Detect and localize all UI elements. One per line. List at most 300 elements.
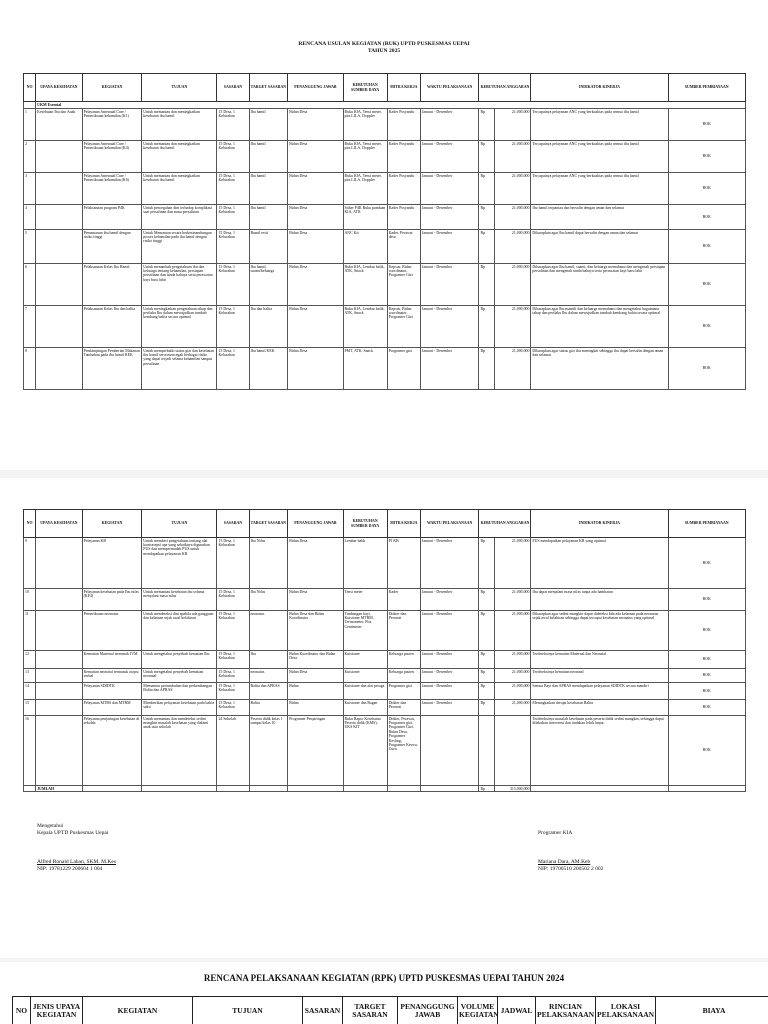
ruk-table-header — [24, 74, 746, 102]
cell-tujuan: Untuk memberi pengetahuan tentang alat kontrasepsi apa yang sebaiknya digunakan PUS dan mempermudah PUS untuk mendapatkan pelayanan KB — [142, 538, 217, 589]
cell-waktu: Januari - Desember — [420, 173, 479, 205]
cell-no: 10 — [24, 589, 36, 611]
rpk-header-cell: SASARAN — [303, 997, 343, 1024]
cell-rp: Rp — [479, 264, 494, 306]
cell-target: Ibu hamil — [249, 141, 288, 173]
cell-no: 13 — [24, 669, 36, 683]
rpk-page — [0, 962, 768, 1024]
table-row — [24, 651, 746, 669]
rpk-header-cell: BIAYA — [656, 997, 768, 1024]
cell-waktu: Januari - Desember — [420, 589, 479, 611]
cell-target: Ibu hamil — [249, 109, 288, 141]
cell-kegiatan: Pelayanan KB — [82, 538, 142, 589]
cell-sd: Lembar balik — [343, 538, 387, 589]
cell-target: Ibu — [249, 651, 288, 669]
cell-upaya — [36, 230, 82, 264]
cell-anggaran: 21,000,000 — [494, 173, 530, 205]
cell-anggaran: 21,000,000 — [494, 205, 530, 230]
cell-pj: Bidan Koordinator dan Bidan Desa — [288, 651, 343, 669]
cell-tujuan: Untuk mengetahui penyebab kematian neonatal — [142, 669, 217, 683]
cell-target: neonatus — [249, 611, 288, 651]
cell-pj: Bidan — [288, 683, 343, 700]
cell-pj: Bidan Desa — [288, 669, 343, 683]
rpk-header-cell: LOKASI PELAKSANAAN — [596, 997, 656, 1024]
cell-tujuan: Untuk memantau dan meningkatkan kesehatan ibu hamil — [142, 109, 217, 141]
table-row — [24, 109, 746, 141]
cell-target: Balita dan APRAS — [249, 683, 288, 700]
cell-sumber: BOK — [668, 205, 745, 230]
cell-anggaran: 21,000,000 — [494, 230, 530, 264]
cell-tujuan: Untuk mendeteksi dini apabila ada gangguan dan kelainan sejak awal kelahiran — [142, 611, 217, 651]
cell-tujuan: Untuk memperbaiki status gizi dan kesehatan ibu hamil serta mencegah berbagai risiko yang dapat terjadi selama kehamilan sampai persalinan — [142, 348, 217, 390]
cell-sumber: BOK — [668, 651, 745, 669]
cell-target: Ibu dan balita — [249, 306, 288, 348]
cell-waktu: Januari - Desember — [420, 141, 479, 173]
header-indikator: INDIKATOR KINERJA — [531, 74, 668, 102]
header-sasaran: SASARAN — [217, 510, 249, 538]
cell-waktu: Januari - Desember — [420, 230, 479, 264]
cell-waktu: Januari - Desember — [420, 205, 479, 230]
cell-sd: ANC Kit — [343, 230, 387, 264]
cell-sumber: BOK — [668, 230, 745, 264]
header-target: TARGET SASARAN — [249, 510, 288, 538]
cell-mitra: Kader Posyandu — [387, 109, 420, 141]
mengetahui-label: Mengetahui — [37, 823, 64, 829]
cell-pj: Bidan Desa — [288, 205, 343, 230]
header-target: TARGET SASARAN — [249, 74, 288, 102]
cell-indikator: Tercapainya pelayanan ANC yang berkualitas pada semua ibu hamil — [531, 109, 668, 141]
cell-sasaran: 24 Sekolah — [217, 716, 249, 786]
header-sumber-daya: KEBUTUHAN SUMBER DAYA — [343, 74, 387, 102]
cell-sumber: BOK — [668, 589, 745, 611]
cell-upaya — [36, 173, 82, 205]
table-row — [24, 141, 746, 173]
cell-tujuan: Memantau pertumbuhan dan perkembangan Balita dan APRAS — [142, 683, 217, 700]
header-pj: PENANGGUNG JAWAB — [288, 74, 343, 102]
cell-mitra: Keluarga pasien — [387, 669, 420, 683]
cell-mitra: Kader, Perawat desa — [387, 230, 420, 264]
cell-sumber: BOK — [668, 611, 745, 651]
cell-sasaran: 15 Desa, 1 Kelurahan — [217, 538, 249, 589]
cell-kegiatan: Pelayanan MTBS dan MTBM — [82, 700, 142, 716]
cell-tujuan: Untuk meningkatkan pengetahuan sikap dan perilaku Ibu dalam mewujudkan tumbuh kembang balita secara optimal — [142, 306, 217, 348]
cell-mitra: Kader Posyandu — [387, 205, 420, 230]
header-no: NO — [24, 74, 36, 102]
cell-kegiatan: Pelayanan Antenatal Care / Pemeriksaan kehamilan (K6) — [82, 173, 142, 205]
cell-sd: Kuisioner — [343, 651, 387, 669]
cell-pj: Bidan — [288, 700, 343, 716]
cell-sasaran: 15 Desa, 1 Kelurahan — [217, 651, 249, 669]
cell-waktu: Januari - Desember — [420, 109, 479, 141]
cell-anggaran: 21,000,000 — [494, 306, 530, 348]
cell-sd: Buku Rapor Kesehatan Peserta didik (KMS), UKS KIT — [343, 716, 387, 786]
table-row — [24, 173, 746, 205]
ruk-table-2 — [23, 509, 746, 792]
cell-upaya — [36, 348, 82, 390]
cell-anggaran: 21,000,000 — [494, 589, 530, 611]
cell-sasaran: 15 Desa, 1 Kelurahan — [217, 306, 249, 348]
cell-rp: Rp — [479, 205, 494, 230]
header-mitra: MITRA KERJA — [387, 74, 420, 102]
rpk-title: RENCANA PELAKSANAAN KEGIATAN (RPK) UPTD PUSKESMAS UEPAI TAHUN 2024 — [203, 973, 565, 983]
cell-upaya: Kesehatan Ibu dan Anak — [36, 109, 82, 141]
cell-anggaran: 21,000,000 — [494, 611, 530, 651]
header-sasaran: SASARAN — [217, 74, 249, 102]
cell-upaya — [36, 141, 82, 173]
cell-anggaran: 21,000,000 — [494, 538, 530, 589]
cell-waktu: Januari - Desember — [420, 538, 479, 589]
cell-sumber: BOK — [668, 683, 745, 700]
cell-kegiatan: Kematian neonatal termasuk otopsi verbal — [82, 669, 142, 683]
cell-upaya — [36, 205, 82, 230]
signature-left — [37, 823, 116, 873]
cell-waktu: Januari - Desember — [420, 683, 479, 700]
cell-target: Ibu hamil KEK — [249, 348, 288, 390]
cell-kegiatan: Pelaksanaan Kelas Ibu dan balita — [82, 306, 142, 348]
cell-sasaran: 15 Desa, 1 Kelurahan — [217, 700, 249, 716]
cell-rp: Rp — [479, 611, 494, 651]
cell-mitra: Kepsus, Bidan coordinator, Programer Gizi — [387, 264, 420, 306]
cell-rp: Rp — [479, 306, 494, 348]
cell-waktu: Januari - Desember — [420, 264, 479, 306]
cell-tujuan: Untuk memantau dan meningkatkan kesehatan ibu hamil — [142, 141, 217, 173]
cell-pj: Programer Penjaringan — [288, 716, 343, 786]
ruk-title: RENCANA USULAN KEGIATAN (RUK) UPTD PUSKESMAS UEPAI — [298, 41, 470, 47]
cell-no: 11 — [24, 611, 36, 651]
cell-tujuan: Untuk pencegahan dini terhadap komplikasi saat persalinan dan masa persalinan — [142, 205, 217, 230]
header-no: NO — [24, 510, 36, 538]
cell-pj: Bidan Desa — [288, 589, 343, 611]
cell-no: 9 — [24, 538, 36, 589]
cell-sumber: BOK — [668, 173, 745, 205]
cell-tujuan: Untuk memantau kesehatan ibu selama menjalani masa nifas — [142, 589, 217, 611]
header-sumber: SUMBER PEMBIAYAAN — [668, 74, 745, 102]
signature-right — [538, 830, 603, 873]
cell-mitra: Kader Posyandu — [387, 141, 420, 173]
cell-no: 15 — [24, 700, 36, 716]
cell-indikator: Diharapkan agar sedini mungkin dapat dideteksi bila ada kelainan pada neonatus sejak awal kelahiran sehingga dapat tercapai kesehatan neonatus yang optimal — [531, 611, 668, 651]
cell-kegiatan: Pelayanan SDIDTK — [82, 683, 142, 700]
table-row — [24, 611, 746, 651]
header-tujuan: TUJUAN — [142, 510, 217, 538]
cell-indikator: Diharapkan agar status gizi ibu meningkat sehingga ibu dapat bersalin dengan aman dan selamat — [531, 348, 668, 390]
cell-mitra: Programer gizi — [387, 348, 420, 390]
cell-sasaran: 15 Desa, 1 Kelurahan — [217, 683, 249, 700]
cell-sumber: BOK — [668, 700, 745, 716]
rpk-table — [12, 996, 768, 1024]
cell-rp: Rp — [479, 700, 494, 716]
cell-sumber: BOK — [668, 348, 745, 390]
rpk-header-cell: VOLUME KEGIATAN — [458, 997, 498, 1024]
total-row — [24, 786, 746, 792]
cell-anggaran: 21,000,000 — [494, 683, 530, 700]
programer-nip: NIP: 19700510 200502 2 002 — [538, 866, 604, 872]
table-row — [24, 348, 746, 390]
cell-sumber: BOK — [668, 264, 745, 306]
cell-sasaran: 15 Desa, 1 Kelurahan — [217, 230, 249, 264]
cell-indikator: Terdeteksinya kematian neonatal — [531, 669, 668, 683]
rpk-header-cell: RINCIAN PELAKSANAAN — [536, 997, 596, 1024]
cell-sd: Kuisioner — [343, 669, 387, 683]
cell-rp: Rp — [479, 683, 494, 700]
kepala-name: Alfred Ronald Laban, SKM. M.Kes — [37, 859, 116, 865]
cell-upaya — [36, 651, 82, 669]
cell-target: Ibu hamil — [249, 205, 288, 230]
cell-sasaran: 15 Desa, 1 Kelurahan — [217, 264, 249, 306]
total-currency: Rp — [479, 786, 494, 792]
cell-pj: Bidan Desa — [288, 230, 343, 264]
cell-kegiatan: Pelaksanaan program P4K — [82, 205, 142, 230]
cell-indikator: Diharapkan agar Ibu hamil dapat bersalin dengan aman dan selamat — [531, 230, 668, 264]
programer-title: Programer KIA — [538, 830, 573, 836]
cell-sumber: BOK — [668, 109, 745, 141]
cell-sasaran: 15 Desa, 1 Kelurahan — [217, 173, 249, 205]
header-anggaran: KEBUTUHAN ANGGARAN — [479, 74, 531, 102]
cell-tujuan: Untuk memantau dan meningkatkan kesehatan ibu hamil — [142, 173, 217, 205]
cell-indikator: PUS mendapatkan pelayanan KB yang optimal — [531, 538, 668, 589]
cell-no: 2 — [24, 141, 36, 173]
cell-tujuan: Memberikan pelayanan kesehatan pada balita sakit — [142, 700, 217, 716]
cell-indikator: Diharapkan agar Ibu mamili dan keluarga memahami dan mengetahui bagaimana tahap dan perilaku Ibu dalam mewujudkan tumbuh kembang balita secara optimal — [531, 306, 668, 348]
cell-rp: Rp — [479, 589, 494, 611]
cell-no: 6 — [24, 264, 36, 306]
cell-anggaran: 21,000,000 — [494, 264, 530, 306]
cell-anggaran: 21,000,000 — [494, 651, 530, 669]
cell-upaya — [36, 669, 82, 683]
header-sumber: SUMBER PEMBIAYAAN — [668, 510, 745, 538]
cell-upaya — [36, 306, 82, 348]
cell-upaya — [36, 538, 82, 589]
cell-pj: Bidan Desa — [288, 348, 343, 390]
cell-anggaran: 21,000,000 — [494, 700, 530, 716]
cell-sd: Kuisioner dan Bagan — [343, 700, 387, 716]
header-kegiatan: KEGIATAN — [82, 74, 142, 102]
table-row — [24, 683, 746, 700]
cell-kegiatan: Kematian Maternal termasuk IVM — [82, 651, 142, 669]
cell-mitra: Dokter dan Perawat — [387, 611, 420, 651]
jumlah-label: JUMLAH — [36, 786, 82, 792]
cell-kegiatan: Pelaksanaan Kelas Ibu Hamil — [82, 264, 142, 306]
cell-target: Ibu Nifas — [249, 538, 288, 589]
cell-kegiatan: Pemantauan ibu hamil dengan risiko tinggi — [82, 230, 142, 264]
cell-sd: Buku KIA, Tensi meter, pita LILA, Doppler — [343, 109, 387, 141]
cell-no: 8 — [24, 348, 36, 390]
cell-pj: Bidan Desa — [288, 141, 343, 173]
cell-rp: Rp — [479, 348, 494, 390]
cell-mitra: PJ KB — [387, 538, 420, 589]
cell-sd: Buku KIA, Tensi meter, pita LILA, Doppler — [343, 173, 387, 205]
cell-rp: Rp — [479, 141, 494, 173]
cell-sasaran: 15 Desa, 1 Kelurahan — [217, 669, 249, 683]
cell-no: 5 — [24, 230, 36, 264]
rpk-header-cell: JENIS UPAYA KEGIATAN — [31, 997, 83, 1024]
cell-upaya — [36, 700, 82, 716]
cell-sd: Buku KIA, Lembar balik, ATK, Snack — [343, 264, 387, 306]
cell-waktu: Januari - Desember — [420, 700, 479, 716]
table-row — [24, 264, 746, 306]
cell-sasaran: 15 Desa, 1 Kelurahan — [217, 589, 249, 611]
cell-sd: Kuisioner dan alat peraga — [343, 683, 387, 700]
header-tujuan: TUJUAN — [142, 74, 217, 102]
cell-waktu: Januari - Desember — [420, 669, 479, 683]
cell-no: 14 — [24, 683, 36, 700]
cell-indikator: Terdeteksinya kematian Maternal dan Neonatal — [531, 651, 668, 669]
cell-sumber: BOK — [668, 306, 745, 348]
rpk-header-cell: TARGET SASARAN — [343, 997, 398, 1024]
kepala-title: Kepala UPTD Puskesmas Uepai — [37, 830, 109, 836]
cell-sd: Buku KIA, Lembar balik, ATK, Snack — [343, 306, 387, 348]
cell-waktu: Januari - Desember — [420, 611, 479, 651]
cell-rp: Rp — [479, 173, 494, 205]
cell-anggaran: 21,000,000 — [494, 348, 530, 390]
cell-mitra: Programer gizi — [387, 683, 420, 700]
total-amount: 315,000,000 — [494, 786, 530, 792]
cell-tujuan: Untuk menambah pengetahuan ibu dan keluarga tentang kehamilan, persiapan persalinan dan tanda bahaya serta perawatan bayi baru lahir — [142, 264, 217, 306]
table-row — [24, 230, 746, 264]
rpk-header-cell: NO — [13, 997, 31, 1024]
table-row — [24, 589, 746, 611]
cell-mitra: Kader — [387, 589, 420, 611]
rpk-header-cell: PENANGGUNG JAWAB — [398, 997, 458, 1024]
cell-sumber: BOK — [668, 538, 745, 589]
cell-no: 4 — [24, 205, 36, 230]
cell-upaya — [36, 589, 82, 611]
cell-upaya — [36, 611, 82, 651]
cell-mitra: Dokter, Perawat, Programer gizi, Programer Gizi, Bidan Desa, Programer Kesling, Programer Keswa, Guru — [387, 716, 420, 786]
header-kegiatan: KEGIATAN — [82, 510, 142, 538]
cell-rp: Rp — [479, 538, 494, 589]
cell-tujuan: Untuk memantau dan mendeteksi sedini mungkin masalah kesehatan yang dialami anak usia sekolah — [142, 716, 217, 786]
cell-no: 16 — [24, 716, 36, 786]
cell-mitra: Kader Posyandu — [387, 173, 420, 205]
header-waktu: WAKTU PELAKSANAAN — [420, 74, 479, 102]
cell-pj: Bidan Desa dan Bidan Koordinator — [288, 611, 343, 651]
cell-pj: Bidan Desa — [288, 109, 343, 141]
header-anggaran: KEBUTUHAN ANGGARAN — [479, 510, 531, 538]
cell-indikator: Tercapainya pelayanan ANC yang berkualitas pada semua ibu hamil — [531, 141, 668, 173]
ruk-table-1 — [23, 73, 746, 390]
rpk-header-cell: KEGIATAN — [83, 997, 193, 1024]
cell-pj: Bidan Desa — [288, 538, 343, 589]
rpk-header-cell: JADWAL — [498, 997, 536, 1024]
cell-no: 7 — [24, 306, 36, 348]
cell-anggaran: 21,000,000 — [494, 669, 530, 683]
cell-indikator: Tercapainya pelayanan ANC yang berkualitas pada semua ibu hamil — [531, 173, 668, 205]
cell-mitra: Keluarga pasien — [387, 651, 420, 669]
cell-anggaran: 21,000,000 — [494, 109, 530, 141]
cell-kegiatan: Pemeriksaan neonatus — [82, 611, 142, 651]
cell-indikator: Terdeteksinya masalah kesehatan pada peserta didik sedini mungkin, sehingga dapat dilakukan intervensi dan tindakan lebih lanjut. — [531, 716, 668, 786]
cell-indikator: Ibu hamil terpantau dan bersalin dengan aman dan selamat — [531, 205, 668, 230]
rpk-header-row — [13, 997, 768, 1024]
cell-sasaran: 15 Desa, 1 Kelurahan — [217, 109, 249, 141]
ruk-year: TAHUN 2025 — [367, 48, 401, 54]
table-row — [24, 306, 746, 348]
cell-rp: Rp — [479, 669, 494, 683]
cell-indikator: Diharapkan agar Ibu hamil, suami, dan keluarga memahami dan mengenali persiapan persalinan dan mengenali tanda bahaya serta perawatan bayi baru lahir — [531, 264, 668, 306]
cell-no: 3 — [24, 173, 36, 205]
cell-sumber: BOK — [668, 669, 745, 683]
cell-target: neonatus — [249, 669, 288, 683]
cell-kegiatan: Pelayanan Antenatal Care / Pemeriksaan kehamilan (K4) — [82, 141, 142, 173]
header-indikator: INDIKATOR KINERJA — [531, 510, 668, 538]
table-row — [24, 538, 746, 589]
programer-name: Mariana Dara, AM.Keb — [538, 859, 591, 865]
ruk-page-2 — [0, 478, 768, 958]
header-mitra: MITRA KERJA — [387, 510, 420, 538]
cell-no: 12 — [24, 651, 36, 669]
cell-sasaran: 15 Desa, 1 Kelurahan — [217, 348, 249, 390]
cell-tujuan: Untuk Memantau secara berkesinambungan proses kehamilan pada ibu hamil dengan risiko tinggi — [142, 230, 217, 264]
cell-indikator: Semua Bayi dan APRAS mendapatkan pelayanan SDIDTK secara mandiri — [531, 683, 668, 700]
cell-anggaran — [494, 716, 530, 786]
cell-pj: Bidan Desa — [288, 306, 343, 348]
cell-rp: Rp — [479, 230, 494, 264]
cell-waktu — [420, 716, 479, 786]
ruk-table-header-2 — [24, 510, 746, 538]
cell-target: Peserta didik kelas 1 sampai kelas 10 — [249, 716, 288, 786]
header-sumber-daya: KEBUTUHAN SUMBER DAYA — [343, 510, 387, 538]
cell-pj: Bidan Desa — [288, 264, 343, 306]
cell-mitra: Dokter dan Perawat — [387, 700, 420, 716]
cell-upaya — [36, 264, 82, 306]
table-row — [24, 716, 746, 786]
kepala-nip: NIP: 19781229 200604 1 004 — [37, 866, 103, 872]
cell-anggaran: 21,000,000 — [494, 141, 530, 173]
header-waktu: WAKTU PELAKSANAAN — [420, 510, 479, 538]
ruk-page-1 — [0, 0, 768, 470]
cell-rp — [479, 716, 494, 786]
table-row — [24, 205, 746, 230]
cell-sasaran: 15 Desa, 1 Kelurahan — [217, 141, 249, 173]
cell-tujuan: Untuk mengetahui penyebab kematian Ibu — [142, 651, 217, 669]
cell-kegiatan: Pendampingan Pemberian Makanan Tambahan pada ibu hamil KEK — [82, 348, 142, 390]
cell-sasaran: 15 Desa, 1 Kelurahan — [217, 611, 249, 651]
cell-pj: Bidan Desa — [288, 173, 343, 205]
cell-sd: PMT, ATK, Snack — [343, 348, 387, 390]
cell-sumber: BOK — [668, 141, 745, 173]
table-row — [24, 700, 746, 716]
cell-sasaran: 15 Desa, 1 Kelurahan — [217, 205, 249, 230]
cell-rp: Rp — [479, 651, 494, 669]
cell-kegiatan: Pelayanan Antenatal Care / Pemeriksaan kehamilan (K1) — [82, 109, 142, 141]
cell-sd: Tensi meter — [343, 589, 387, 611]
cell-target: Ibu Nifas — [249, 589, 288, 611]
cell-sd: Timbangan bayi, Kuisioner MTBM, Termometer, Pita Centimeter — [343, 611, 387, 651]
cell-target: Ibu hamil — [249, 173, 288, 205]
cell-sumber: BOK — [668, 716, 745, 786]
cell-target: Ibu hamil, suami/keluarga — [249, 264, 288, 306]
cell-no: 1 — [24, 109, 36, 141]
cell-upaya — [36, 716, 82, 786]
cell-kegiatan: Pelayanan penjaringan kesehatan di sekolah — [82, 716, 142, 786]
cell-sd: Buku KIA, Tensi meter, pita LILA, Doppler — [343, 141, 387, 173]
cell-upaya — [36, 683, 82, 700]
cell-waktu: Januari - Desember — [420, 651, 479, 669]
cell-waktu: Januari - Desember — [420, 348, 479, 390]
section-row — [24, 102, 746, 109]
cell-indikator: Ibu dapat menjalani masa nifas tanpa ada hambatan — [531, 589, 668, 611]
section-label: UKM Esensial — [36, 102, 746, 109]
header-upaya: UPAYA KESEHATAN — [36, 74, 82, 102]
header-upaya: UPAYA KESEHATAN — [36, 510, 82, 538]
table-row — [24, 669, 746, 683]
cell-target: Balita — [249, 700, 288, 716]
cell-rp: Rp — [479, 109, 494, 141]
cell-mitra: Kepsus, Bidan coordinator, Programer Gizi — [387, 306, 420, 348]
rpk-header-cell: TUJUAN — [193, 997, 303, 1024]
cell-kegiatan: Pelayanan kesehatan pada Ibu nifas (KF4) — [82, 589, 142, 611]
